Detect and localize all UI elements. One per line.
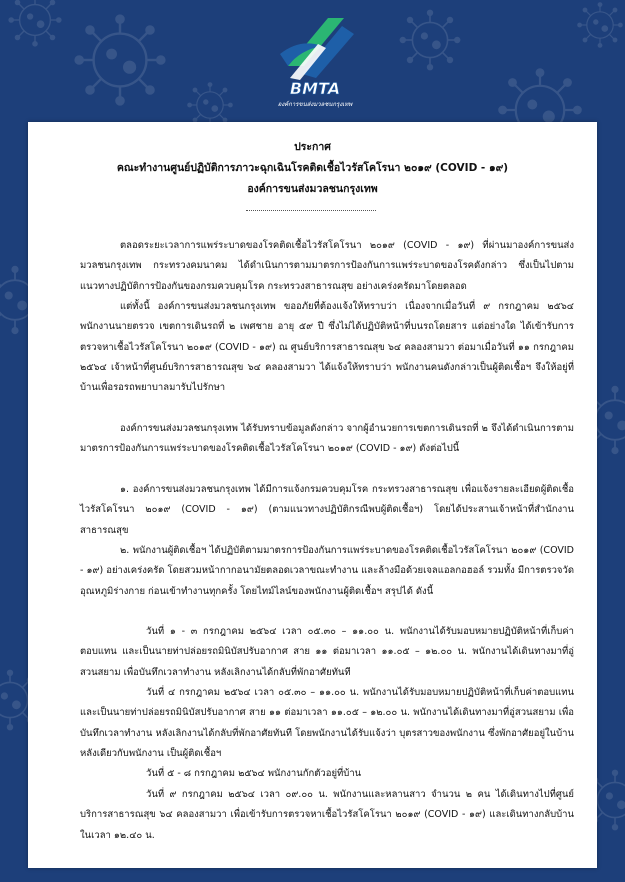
divider-line [246,210,376,211]
timeline-july-9: วันที่ ๙ กรกฎาคม ๒๕๖๔ เวลา ๐๙.๐๐ น. พนักงานและหลานสาว จำนวน ๒ คน ได้เดินทางไปที่ศูนย์บริการสาธารณสุข ๖๔ คลองสามวา เพื่อเข้ารับการตรวจหาเชื้อไวรัสโคโรนา ๒๐๑๙ (COVID - ๑๙) และเดินทางกลับบ้าน ในเวลา ๑๒.๔๐ น. [80,789,574,841]
organization-name: องค์การขนส่งมวลชนกรุงเทพ [247,183,378,195]
announcement-title: ประกาศ [294,141,331,153]
announcement-subtitle: คณะทำงานศูนย์ปฏิบัติการภาวะฉุกเฉินโรคติดเชื้อไวรัสโคโรนา ๒๐๑๙ (COVID - ๑๙) [116,162,509,174]
timeline-july-4: วันที่ ๔ กรกฎาคม ๒๕๖๔ เวลา ๐๕.๓๐ – ๑๑.๐๐ น. พนักงานได้รับมอบหมายปฏิบัติหน้าที่เก็บค่าตอบแทน และเป็นนายท่าปล่อยรถมินิบัสปรับอากาศ สาย ๑๑ ต่อมาเวลา ๑๑.๐๕ – ๑๒.๐๐ น. พนักงานได้เดินทางมาที่อู่สวนสยาม เพื่อบันทึกเวลาทำงาน หลังเลิกงานได้กลับที่พักอาศัยทันที โดยพนักงานได้รับแจ้งว่า บุตรสาวของพนักงาน ซึ่งพักอาศัยอยู่ในบ้านหลังเดียวกับพนักงาน เป็นผู้ติดเชื้อฯ [80,687,574,759]
announcement-paper [28,122,597,868]
paragraph-actions-intro: องค์การขนส่งมวลชนกรุงเทพ ได้รับทราบข้อมูลดังกล่าว จากผู้อำนวยการเขตการเดินรถที่ ๒ จึงได้ดำเนินการตามมาตรการป้องกันการแพร่ระบาดของโรคติดเชื้อไวรัสโคโรนา ๒๐๑๙ (COVID - ๑๙) ดังต่อไปนี้ [80,423,574,455]
paragraph-case-report: แต่ทั้งนี้ องค์การขนส่งมวลชนกรุงเทพ ขออภัยที่ต้องแจ้งให้ทราบว่า เนื่องจากเมื่อวันที่ ๙ กรกฎาคม ๒๕๖๔ พนักงานนายตรวจ เขตการเดินรถที่ ๒ เพศชาย อายุ ๕๙ ปี ซึ่งไม่ได้ปฏิบัติหน้าที่บนรถโดยสาร แต่อย่างใด ได้เข้ารับการตรวจหาเชื้อไวรัสโคโรนา ๒๐๑๙ (COVID - ๑๙) ณ ศูนย์บริการสาธารณสุข ๖๔ คลองสามวา ต่อมาเมื่อวันที่ ๑๑ กรกฎาคม ๒๕๖๔ เจ้าหน้าที่ศูนย์บริการสาธารณสุข ๖๔ คลองสามวา ได้แจ้งให้ทราบว่า พนักงานคนดังกล่าวเป็นผู้ติดเชื้อฯ จึงให้อยู่ที่บ้านเพื่อรอรถพยาบาลมารับไปรักษา [80,301,574,394]
timeline-july-1-3: วันที่ ๑ - ๓ กรกฎาคม ๒๕๖๔ เวลา ๐๕.๓๐ – ๑๑.๐๐ น. พนักงานได้รับมอบหมายปฏิบัติหน้าที่เก็บค่าตอบแทน และเป็นนายท่าปล่อยรถมินิบัสปรับอากาศ สาย ๑๑ ต่อมาเวลา ๑๑.๐๕ – ๑๒.๐๐ น. พนักงานได้เดินทางมาที่อู่สวนสยาม เพื่อบันทึกเวลาทำงาน หลังเลิกงานได้กลับที่พักอาศัยทันที [80,626,574,678]
logo-text: BMTA [289,79,341,98]
logo-subtitle: องค์การขนส่งมวลชนกรุงเทพ [277,101,353,108]
bmta-logo [270,8,360,113]
timeline-july-5-8: วันที่ ๕ - ๘ กรกฎาคม ๒๕๖๔ พนักงานกักตัวอยู่ที่บ้าน [146,768,362,779]
paragraph-action-1: ๑. องค์การขนส่งมวลชนกรุงเทพ ได้มีการแจ้งกรมควบคุมโรค กระทรวงสาธารณสุข เพื่อแจ้งรายละเอียดผู้ติดเชื้อไวรัสโคโรนา ๒๐๑๙ (COVID - ๑๙) (ตามแนวทางปฏิบัติกรณีพบผู้ติดเชื้อฯ) โดยได้ประสานเจ้าหน้าที่สำนักงานสาธารณสุข [80,484,574,536]
paragraph-action-2: ๒. พนักงานผู้ติดเชื้อฯ ได้ปฏิบัติตามมาตรการป้องกันการแพร่ระบาดของโรคติดเชื้อไวรัสโคโรนา ๒๐๑๙ (COVID - ๑๙) อย่างเคร่งครัด โดยสวมหน้ากากอนามัยตลอดเวลาขณะทำงาน และล้างมือด้วยเจลแอลกอฮอล์ รวมทั้ง มีการตรวจวัดอุณหภูมิร่างกาย ก่อนเข้าทำงานทุกครั้ง โดยไทม์ไลน์ของพนักงานผู้ติดเชื้อฯ สรุปได้ ดังนี้ [80,545,574,597]
paragraph-intro: ตลอดระยะเวลาการแพร่ระบาดของโรคติดเชื้อไวรัสโคโรนา ๒๐๑๙ (COVID - ๑๙) ที่ผ่านมาองค์การขนส่งมวลชนกรุงเทพ กระทรวงคมนาคม ได้ดำเนินการตามมาตรการป้องกันการแพร่ระบาดของโรคดังกล่าว ซึ่งเป็นไปตามแนวทางปฏิบัติการป้องกันของกรมควบคุมโรค กระทรวงสาธารณสุข อย่างเคร่งครัดมาโดยตลอด [80,240,574,292]
